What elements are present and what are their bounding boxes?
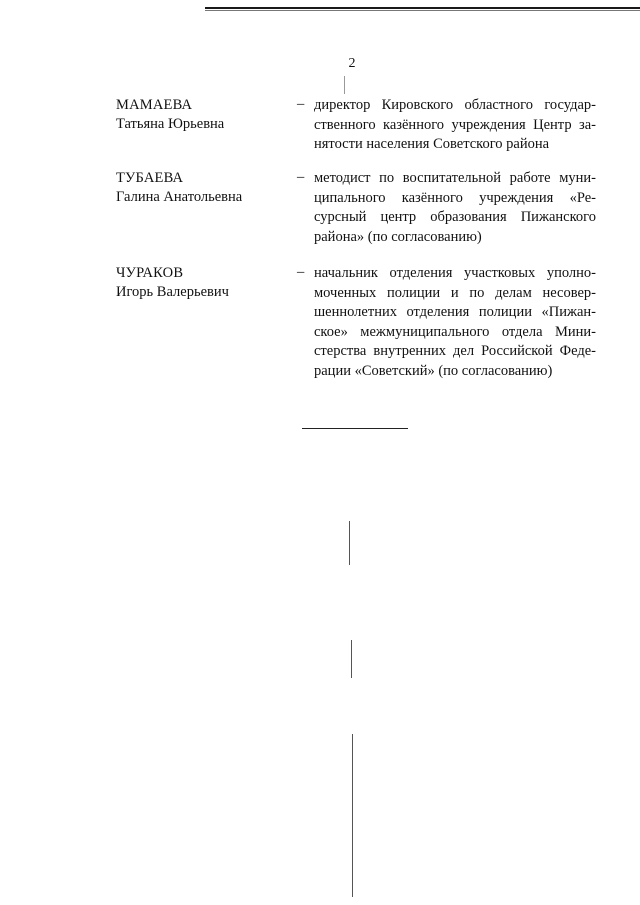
role-line: директор Кировского областного государ- — [314, 97, 596, 113]
scan-edge-line — [205, 7, 640, 9]
role-line: ственного казённого учреждения Центр за- — [314, 116, 596, 133]
member-surname: ЧУРАКОВ — [116, 265, 184, 281]
page-number: 2 — [348, 56, 356, 71]
role-line: моченных полиции и по делам несовер- — [314, 284, 596, 301]
role-line: начальник отделения участковых уполно- — [314, 265, 596, 281]
member-given-names: Галина Анатольевна — [116, 189, 243, 205]
entry-dash: – — [297, 264, 305, 280]
member-surname: ТУБАЕВА — [116, 170, 184, 186]
entry-dash: – — [297, 96, 305, 112]
member-name — [116, 169, 286, 207]
role-line: ципального казённого учреждения «Ре- — [314, 189, 596, 206]
scan-artifact — [344, 76, 345, 94]
member-given-names: Татьяна Юрьевна — [116, 116, 225, 132]
member-given-names: Игорь Валерьевич — [116, 284, 229, 300]
member-name — [116, 96, 286, 134]
member-role — [314, 169, 596, 247]
role-line: рации «Советский» (по согласованию) — [314, 362, 553, 379]
member-surname: МАМАЕВА — [116, 97, 193, 113]
role-line: нятости населения Советского района — [314, 136, 550, 152]
closing-rule — [302, 428, 408, 429]
scan-artifact — [352, 734, 353, 897]
role-line: сурсный центр образования Пижанского — [314, 209, 596, 225]
scan-artifact — [351, 640, 352, 678]
member-role — [314, 264, 596, 381]
role-line: стерства внутренних дел Российской Феде- — [314, 343, 596, 359]
role-line: района» (по согласованию) — [314, 228, 482, 245]
member-name — [116, 264, 286, 302]
member-role — [314, 96, 596, 155]
entry-dash: – — [297, 169, 305, 185]
role-line: ское» межмуниципального отдела Мини- — [314, 323, 596, 340]
role-line: шеннолетних отделения полиции «Пижан- — [314, 304, 596, 320]
role-line: методист по воспитательной работе муни- — [314, 170, 596, 186]
scan-artifact — [349, 521, 350, 565]
scan-edge-line-shadow — [205, 10, 640, 11]
